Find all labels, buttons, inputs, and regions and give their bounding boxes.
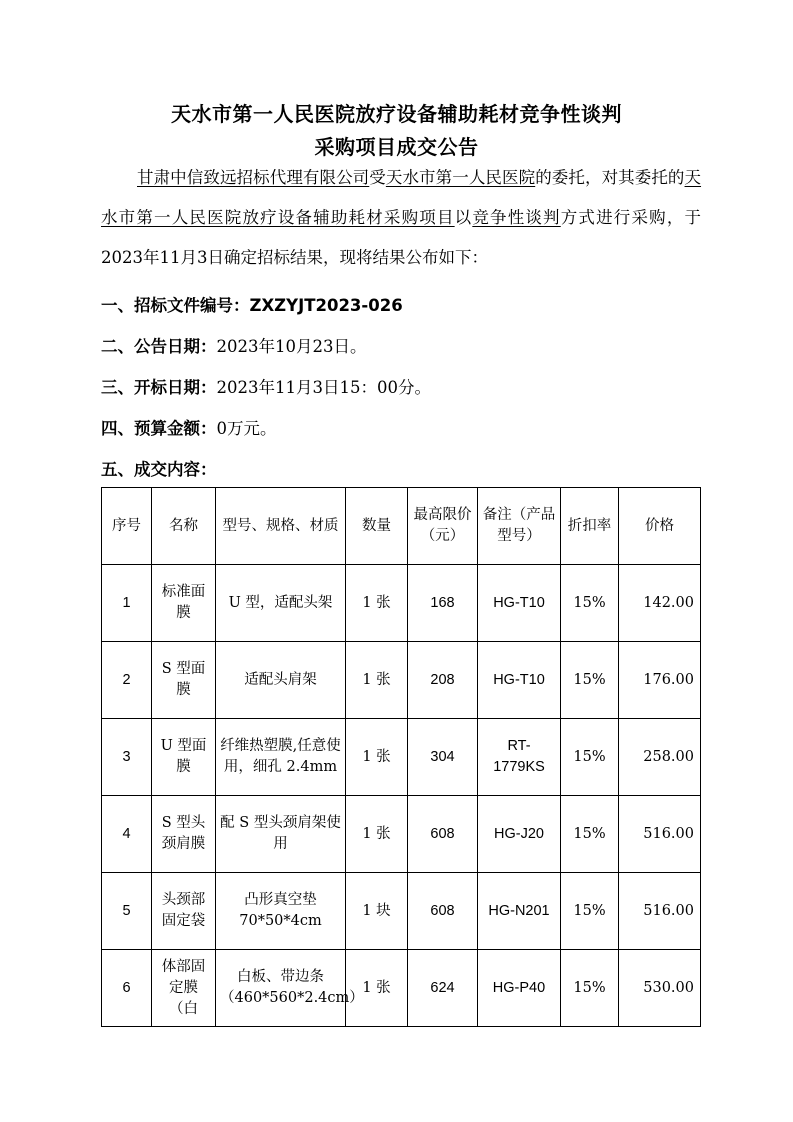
cell-discount: 15%: [561, 950, 619, 1027]
cell-quantity: 1 张: [346, 565, 408, 642]
cell-spec: 适配头肩架: [216, 642, 346, 719]
cell-max-price: 208: [408, 642, 478, 719]
cell-index: 3: [102, 719, 152, 796]
header-quantity: 数量: [346, 488, 408, 565]
table-header-row: [102, 488, 701, 565]
cell-spec: 配 S 型头颈肩架使用: [216, 796, 346, 873]
cell-max-price: 168: [408, 565, 478, 642]
cell-discount: 15%: [561, 873, 619, 950]
cell-price: 142.00: [619, 565, 701, 642]
table-row: [102, 796, 701, 873]
cell-name-text: 体部固定膜（白: [161, 958, 206, 1017]
cell-quantity: 1 张: [346, 642, 408, 719]
cell-name: [152, 950, 216, 1027]
section-announce-date: [101, 333, 366, 357]
cell-remark: HG-T10: [478, 642, 561, 719]
cell-max-price: 608: [408, 796, 478, 873]
section-tender-number: [101, 292, 403, 316]
cell-discount: 15%: [561, 642, 619, 719]
page-subtitle: 采购项目成交公告: [314, 135, 479, 159]
cell-max-price: 608: [408, 873, 478, 950]
project-name: 天水市第一人民医院放疗设备辅助耗材采购项目: [101, 168, 702, 227]
cell-index: 1: [102, 565, 152, 642]
cell-quantity: 1 张: [346, 950, 408, 1027]
header-max-price: 最高限价（元）: [408, 488, 478, 565]
section-label: 二、公告日期：: [101, 337, 217, 356]
cell-spec: U 型，适配头架: [216, 565, 346, 642]
cell-discount: 15%: [561, 565, 619, 642]
cell-remark: HG-T10: [478, 565, 561, 642]
cell-discount: 15%: [561, 796, 619, 873]
agency-name: 甘肃中信致远招标代理有限公司: [137, 168, 370, 187]
cell-remark: HG-J20: [478, 796, 561, 873]
cell-quantity: 1 张: [346, 719, 408, 796]
cell-name: S 型面膜: [152, 642, 216, 719]
cell-index: 6: [102, 950, 152, 1027]
cell-max-price: 624: [408, 950, 478, 1027]
table-row: [102, 873, 701, 950]
cell-price: 516.00: [619, 873, 701, 950]
cell-price: 530.00: [619, 950, 701, 1027]
cell-quantity: 1 张: [346, 796, 408, 873]
cell-spec: 白板、带边条（460*560*2.4cm）: [216, 950, 346, 1027]
section-label: 五、成交内容：: [101, 460, 217, 479]
cell-discount: 15%: [561, 719, 619, 796]
tender-number: ZXZYJT2023-026: [249, 296, 403, 315]
header-index: 序号: [102, 488, 152, 565]
cell-price: 258.00: [619, 719, 701, 796]
cell-max-price: 304: [408, 719, 478, 796]
procurement-method: 竞争性谈判: [472, 208, 561, 227]
section-budget: [101, 415, 277, 439]
intro-text-4: 方式进行采购，于2023年11月3日确定招标结果，现将结果公布如下：: [101, 208, 702, 267]
results-table: [101, 487, 701, 1027]
section-label: 四、预算金额：: [101, 419, 217, 438]
cell-index: 4: [102, 796, 152, 873]
cell-name: S 型头颈肩膜: [152, 796, 216, 873]
section-label: 三、开标日期：: [101, 378, 217, 397]
cell-quantity: 1 块: [346, 873, 408, 950]
announce-date: 2023年10月23日。: [216, 337, 367, 356]
header-name: 名称: [152, 488, 216, 565]
section-open-date: [101, 374, 431, 398]
table-row: [102, 719, 701, 796]
budget-amount: 0万元。: [216, 419, 277, 438]
header-spec: 型号、规格、材质: [216, 488, 346, 565]
client-name: 天水市第一人民医院: [385, 168, 536, 187]
cell-index: 2: [102, 642, 152, 719]
cell-name: 标准面膜: [152, 565, 216, 642]
cell-name: U 型面膜: [152, 719, 216, 796]
table-row: [102, 565, 701, 642]
section-deal-content: [101, 456, 217, 480]
cell-name: 头颈部固定袋: [152, 873, 216, 950]
page-title: 天水市第一人民医院放疗设备辅助耗材竞争性谈判: [171, 102, 622, 126]
cell-price: 176.00: [619, 642, 701, 719]
cell-spec: 纤维热塑膜,任意使用，细孔 2.4mm: [216, 719, 346, 796]
section-label: 一、招标文件编号：: [101, 296, 250, 315]
header-discount: 折扣率: [561, 488, 619, 565]
cell-remark: HG-P40: [478, 950, 561, 1027]
intro-text-3: 以: [454, 208, 473, 227]
table-row: [102, 950, 701, 1027]
cell-spec: 凸形真空垫 70*50*4cm: [216, 873, 346, 950]
cell-price: 516.00: [619, 796, 701, 873]
header-price: 价格: [619, 488, 701, 565]
cell-remark: RT-1779KS: [478, 719, 561, 796]
intro-paragraph: [101, 158, 701, 278]
open-date: 2023年11月3日15：00分。: [216, 378, 431, 397]
intro-text-1: 受: [369, 168, 386, 187]
table-row: [102, 642, 701, 719]
cell-index: 5: [102, 873, 152, 950]
cell-remark: HG-N201: [478, 873, 561, 950]
intro-text-2: 的委托，对其委托的: [535, 168, 685, 187]
header-remark: 备注（产品型号）: [478, 488, 561, 565]
